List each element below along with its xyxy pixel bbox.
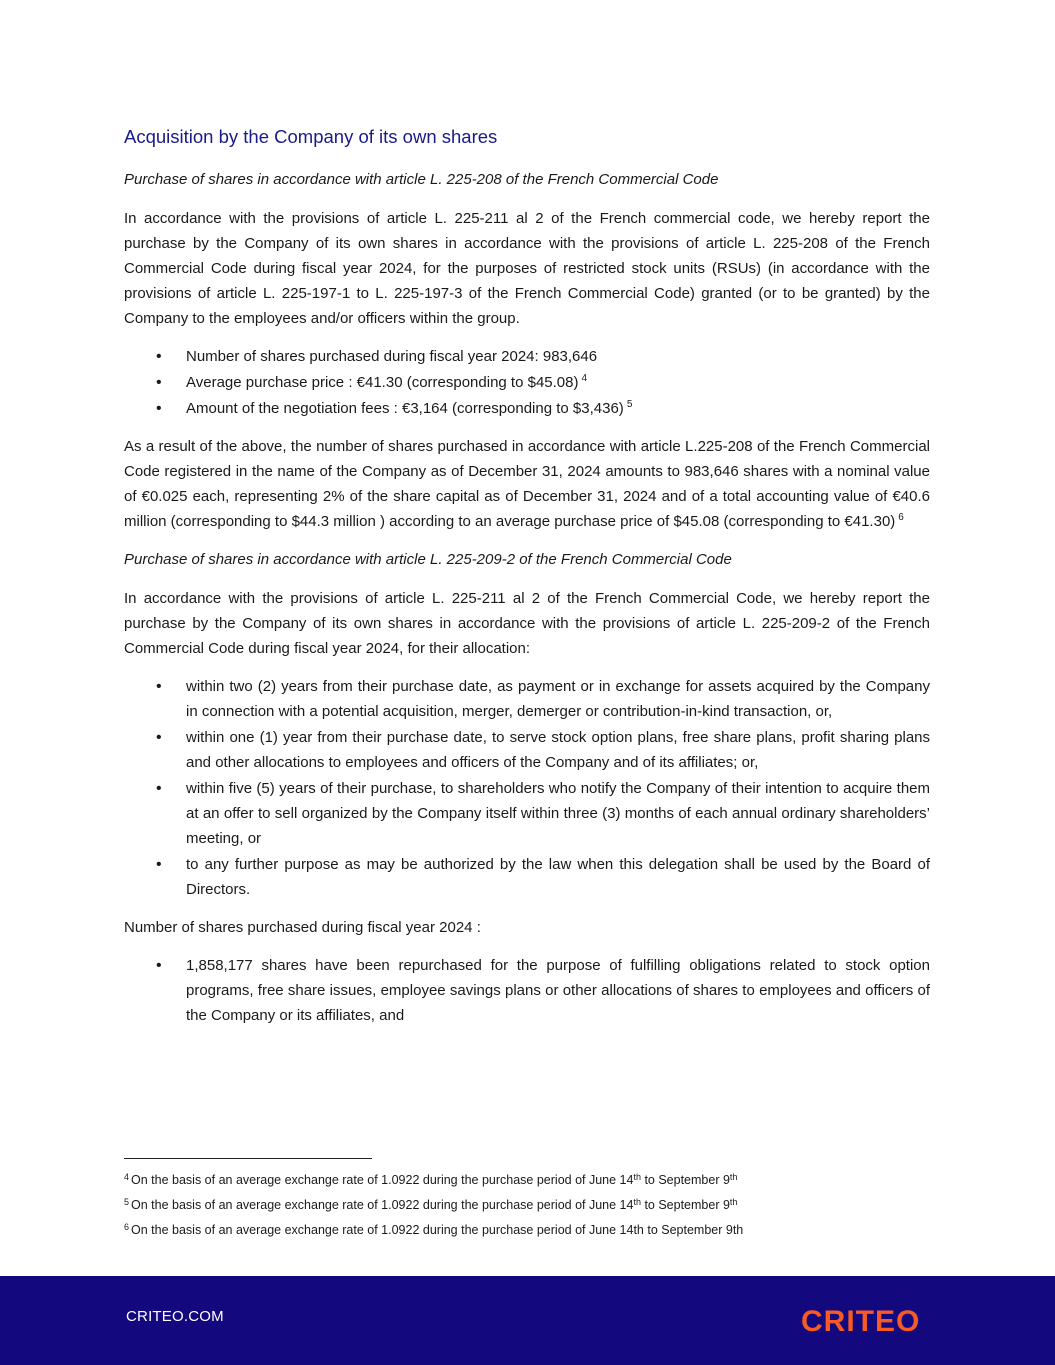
shares-purchased-list: [124, 953, 930, 1028]
footnote-divider: [124, 1158, 372, 1159]
criteo-logo: [801, 1306, 929, 1334]
footer-site-link: CRITEO.COM: [126, 1308, 224, 1325]
criteo-logo-text: CRITEO: [801, 1306, 921, 1334]
footnotes: [124, 1168, 930, 1243]
footnote-ref: 4: [581, 373, 588, 384]
list-item: • to any further purpose as may be authorized by the law when this delegation shall be used by the Board of Directors.: [186, 852, 930, 902]
section-heading: Acquisition by the Company of its own shares: [124, 126, 498, 147]
page-body: [124, 124, 930, 1041]
subsection-title-l225-209-2: Purchase of shares in accordance with article L. 225-209-2 of the French Commercial Code: [124, 551, 732, 568]
shares-purchased-label: Number of shares purchased during fiscal year 2024 :: [124, 919, 481, 936]
footnote-6: $^6$ On the basis of an average exchange rate of 1.0922 during the purchase period of June 14th to September 9th: [124, 1222, 744, 1237]
list-item: • Amount of the negotiation fees : €3,164 (corresponding to $3,436) $^5$: [186, 396, 930, 421]
allocation-list: [124, 674, 930, 902]
list-item: • within two (2) years from their purchase date, as payment or in exchange for assets acquired by the Company in connection with a potential acquisition, merger, demerger or contribution-in-kind transaction, or,: [186, 674, 930, 724]
list-item: • 1,858,177 shares have been repurchased for the purpose of fulfilling obligations related to stock option programs, free share issues, employee savings plans or other allocations of shares to employees and officers of the Company or its affiliates, and: [186, 953, 930, 1028]
footnote-ref: 6: [898, 512, 904, 523]
footnote-5: $^5$ On the basis of an average exchange rate of 1.0922 during the purchase period of June 14th to September 9th: [124, 1197, 738, 1212]
paragraph-intro-l225-209-2: In accordance with the provisions of article L. 225-211 al 2 of the French Commercial Code, we hereby report the purchase by the Company of its own shares in accordance with the provisions of article L. 225-209-2 of the French Commercial Code during fiscal year 2024, for their allocation:: [124, 590, 930, 657]
list-item: • within five (5) years of their purchase, to shareholders who notify the Company of their intention to acquire them at an offer to sell organized by the Company itself within three (3) months of each annual ordinary shareholders’ meeting, or: [186, 776, 930, 851]
page-footer: [0, 1276, 1055, 1365]
footnote-4: $^4$ On the basis of an average exchange rate of 1.0922 during the purchase period of June 14th to September 9th: [124, 1172, 738, 1187]
footnote-ref: 5: [626, 399, 633, 410]
paragraph-intro-l225-208: In accordance with the provisions of article L. 225-211 al 2 of the French commercial code, we hereby report the purchase by the Company of its own shares in accordance with the provisions of article L. 225-208 of the French Commercial Code during fiscal year 2024, for the purposes of restricted stock units (RSUs) (in accordance with the provisions of article L. 225-197-1 to L. 225-197-3 of the French Commercial Code) granted (or to be granted) by the Company to the employees and/or officers within the group.: [124, 210, 930, 327]
subsection-title-l225-208: Purchase of shares in accordance with article L. 225-208 of the French Commercial Code: [124, 171, 719, 188]
list-item: • Average purchase price : €41.30 (corresponding to $45.08) $^4$: [186, 370, 930, 395]
purchase-summary-list: [124, 344, 930, 421]
list-item: • Number of shares purchased during fiscal year 2024: 983,646: [186, 344, 930, 369]
paragraph-result: As a result of the above, the number of shares purchased in accordance with article L.225-208 of the French Commercial Code registered in the name of the Company as of December 31, 2024 amounts to 983,646 shares with a nominal value of €0.025 each, representing 2% of the share capital as of December 31, 2024 and of a total accounting value of €40.6 million (corresponding to $44.3 million ) according to an average purchase price of $45.08 (corresponding to €41.30) $^6$: [124, 438, 930, 530]
list-item: • within one (1) year from their purchase date, to serve stock option plans, free share plans, profit sharing plans and other allocations to employees and officers of the Company and of its affiliates; or,: [186, 725, 930, 775]
